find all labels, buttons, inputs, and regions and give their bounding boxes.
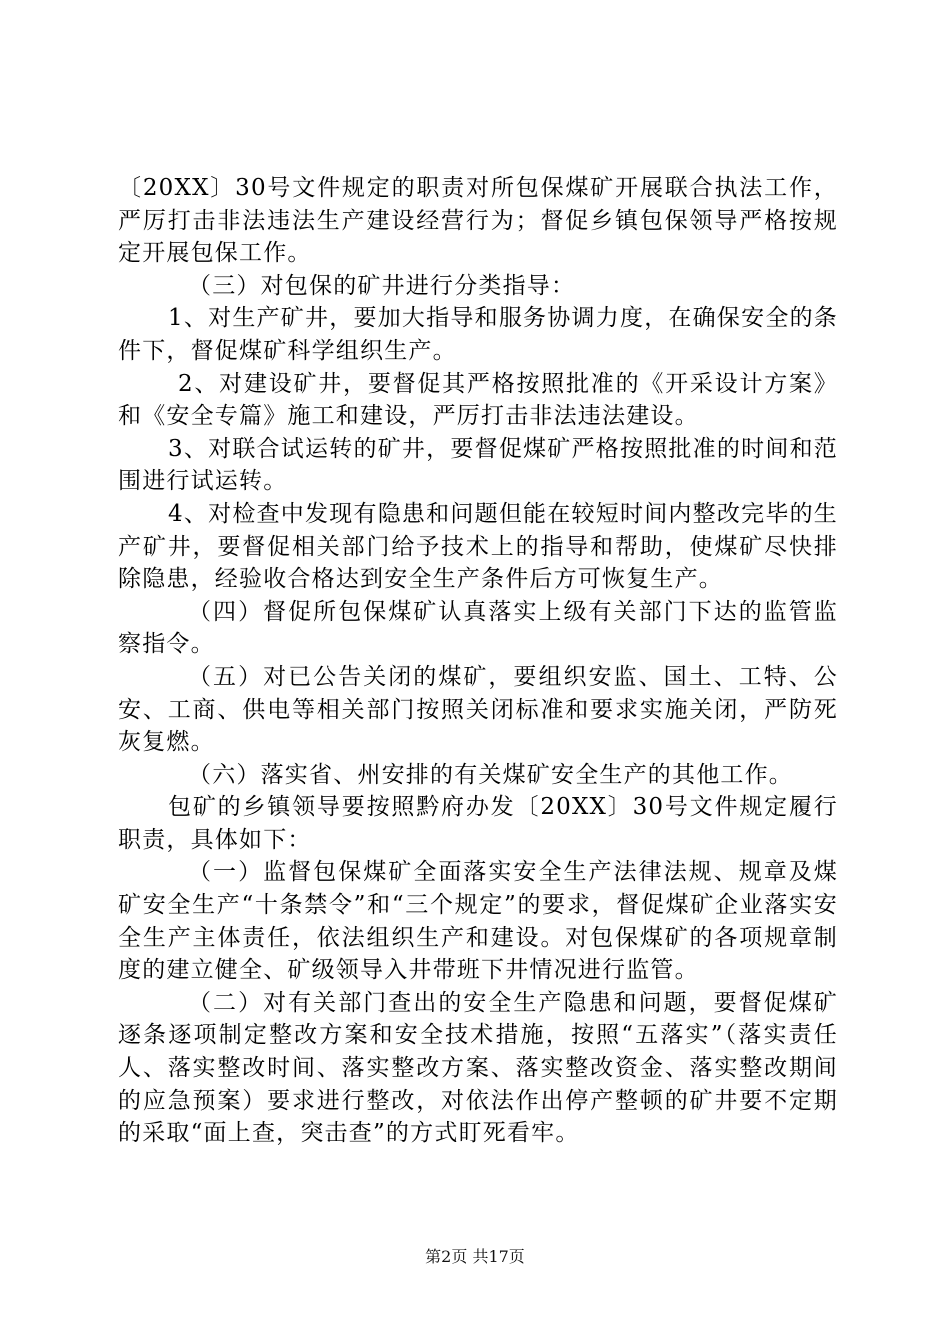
paragraph-item-2: 2、对建设矿井，要督促其严格按照批准的《开采设计方案》和《安全专篇》施工和建设，严厉打击非法违法建设。	[118, 370, 838, 430]
paragraph-section-6: （六）落实省、州安排的有关煤矿安全生产的其他工作。	[188, 761, 793, 788]
paragraph-continuation: 〔20XX〕30号文件规定的职责对所包保煤矿开展联合执法工作，严厉打击非法违法生产建设经营行为；督促乡镇包保领导严格按规定开展包保工作。	[118, 175, 838, 267]
paragraph-duty-2: （二）对有关部门查出的安全生产隐患和问题，要督促煤矿逐条逐项制定整改方案和安全技术措施，按照“五落实”（落实责任人、落实整改时间、落实整改方案、落实整改资金、落实整改期间的应急预案）要求进行整改，对依法作出停产整顿的矿井要不定期的采取“面上查，突击查”的方式盯死看牢。	[118, 989, 838, 1147]
paragraph-section-5: （五）对已公告关闭的煤矿，要组织安监、国土、工特、公安、工商、供电等相关部门按照关闭标准和要求实施关闭，严防死灰复燃。	[118, 663, 838, 756]
paragraph-item-4: 4、对检查中发现有隐患和问题但能在较短时间内整改完毕的生产矿井，要督促相关部门给予技术上的指导和帮助，使煤矿尽快排除隐患，经验收合格达到安全生产条件后方可恢复生产。	[118, 500, 838, 593]
paragraph-item-1: 1、对生产矿井，要加大指导和服务协调力度，在确保安全的条件下，督促煤矿科学组织生产。	[118, 305, 838, 364]
page-number-footer: 第2页 共17页	[425, 1247, 525, 1266]
paragraph-duty-1: （一）监督包保煤矿全面落实安全生产法律法规、规章及煤矿安全生产“十条禁令”和“三个规定”的要求，督促煤矿企业落实安全生产主体责任，依法组织生产和建设。对包保煤矿的各项规章制度的建立健全、矿级领导入井带班下井情况进行监管。	[118, 859, 838, 984]
paragraph-section-4: （四）督促所包保煤矿认真落实上级有关部门下达的监管监察指令。	[118, 598, 838, 658]
paragraph-item-3: 3、对联合试运转的矿井，要督促煤矿严格按照批准的时间和范围进行试运转。	[118, 435, 838, 495]
paragraph-section-3: （三）对包保的矿井进行分类指导：	[188, 272, 576, 299]
document-body	[118, 172, 838, 1150]
paragraph-township-duties: 包矿的乡镇领导要按照黔府办发〔20XX〕30号文件规定履行职责，具体如下：	[118, 794, 838, 853]
